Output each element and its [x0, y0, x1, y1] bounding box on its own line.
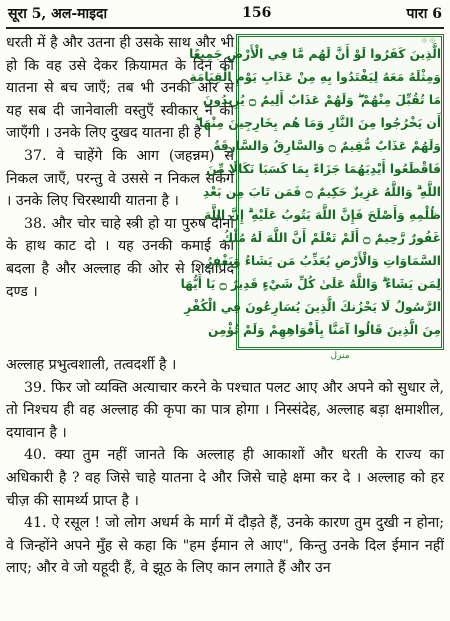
arabic-line: فَاقْطَعُوا أَيْدِيَهُمَا جَزَاءً بِمَا كَسَبَا نَكَالًا مِّنَ: [206, 162, 441, 176]
arabic-line: وَلَهُمْ عَذَابٌ مُّقِيمٌ ۝ وَالسَّارِقُ وَالسَّارِقَةُ: [213, 139, 441, 153]
para-label: पारा 6: [406, 5, 442, 22]
full-width-text: [6, 354, 444, 580]
arabic-line: غَفُورٌ رَّحِيمٌ ۝ أَلَمْ تَعْلَمْ أَنَّ اللَّهَ لَهُ مُلْكُ: [221, 231, 441, 245]
arabic-verse-box: [180, 34, 444, 361]
arabic-line: أَن يَخْرُجُوا مِنَ النَّارِ وَمَا هُم بِخَارِجِينَ مِنْهَا ۖ: [195, 116, 441, 130]
arabic-line: اللَّهِ ۗ وَاللَّهُ عَزِيزٌ حَكِيمٌ ۝ فَمَن تَابَ مِن بَعْدِ: [203, 185, 441, 199]
surah-title: सूरा 5, अल-माइदा: [8, 5, 108, 22]
paragraph-verse-41: 41. ऐ रसूल ! जो लोग अधर्म के मार्ग में दौड़ते हैं, उनके कारण तुम दुखी न होना; वे जिन्होंने अपने मुँह से कहा कि "हम ईमान ले आए", किन्तु उनके दिल ईमान नहीं लाए; और वे जो यहूदी हैं, वे झूठ के लिए कान लगाते हैं और उन: [6, 515, 444, 577]
page-number: 156: [242, 5, 272, 21]
arabic-line: ظُلْمِهِ وَأَصْلَحَ فَإِنَّ اللَّهَ يَتُوبُ عَلَيْهِ ۗ إِنَّ اللَّهَ: [204, 208, 441, 222]
manzil-mark: منزل: [330, 351, 350, 361]
paragraph-verse-40: 40. क्या तुम नहीं जानते कि अल्लाह ही आकाशों और धरती के राज्य का अधिकारी है ? वह जिसे चाहे यातना दे और जिसे चाहे क्षमा कर दे । अल्लाह को हर चीज़ की सामर्थ्य प्राप्त है ।: [6, 447, 444, 509]
arabic-line: السَّمَاوَاتِ وَالْأَرْضِ يُعَذِّبُ مَن يَشَاءُ وَيَغْفِرُ: [205, 254, 441, 268]
arabic-line: وَمِثْلَهُ مَعَهُ لِيَفْتَدُوا بِهِ مِنْ عَذَابِ يَوْمِ الْقِيَامَةِ: [189, 70, 441, 84]
paragraph-verse-38: 38. और चोर चाहे स्त्री हो या पुरुष दोनों के हाथ काट दो । यह उनकी कमाई का बदला है और अल्लाह की ओर से शिक्षाप्रद दण्ड ।: [6, 215, 234, 300]
paragraph-verse-39: 39. फिर जो व्यक्ति अत्याचार करने के पश्चात पलट आए और अपने को सुधार ले, तो निश्चय ही वह अल्लाह की कृपा का पात्र होगा । निस्संदेह, अल्लाह बड़ा क्षमाशील, दयावान है ।: [6, 379, 444, 441]
arabic-line: الَّذِينَ كَفَرُوا لَوْ أَنَّ لَهُم مَّا فِي الْأَرْضِ جَمِيعًا: [189, 47, 441, 61]
arabic-line: مَا تُقُبِّلَ مِنْهُمْ ۖ وَلَهُمْ عَذَابٌ أَلِيمٌ ۝ يُرِيدُونَ: [203, 93, 441, 107]
ornament-icon: ۞ ۞: [421, 35, 435, 45]
arabic-line: الرَّسُولُ لَا يَحْزُنكَ الَّذِينَ يُسَارِعُونَ فِي الْكُفْرِ: [184, 300, 441, 314]
page-header: [0, 0, 450, 26]
paragraph-verse-37: 37. वे चाहेंगे कि आग (जहन्नम) से निकल जाएँ, परन्तु वे उससे न निकल सकेंगे । उनके लिए चिरस्थायी यातना है ।: [6, 147, 234, 210]
arabic-line: لِمَن يَشَاءُ ۗ وَاللَّهُ عَلَىٰ كُلِّ شَيْءٍ قَدِيرٌ ۝ يَا أَيُّهَا: [180, 277, 441, 291]
paragraph-continuation: धरती में है और उतना ही उसके साथ और भी हो कि वह उसे देकर क़ियामत के दिन की यातना से बच जाएँ; तब भी उनकी ओर से यह सब दी जानेवाली वस्तुएँ स्वीकार न की जाएँगी । उनके लिए दुखद यातना ही है ।: [6, 35, 234, 142]
arabic-line: مِنَ الَّذِينَ قَالُوا آمَنَّا بِأَفْوَاهِهِمْ وَلَمْ تُؤْمِن: [208, 323, 441, 337]
paragraph-continuation: अल्लाह प्रभुत्वशाली, तत्वदर्शी है ।: [6, 357, 177, 373]
header-rule: [6, 27, 444, 29]
